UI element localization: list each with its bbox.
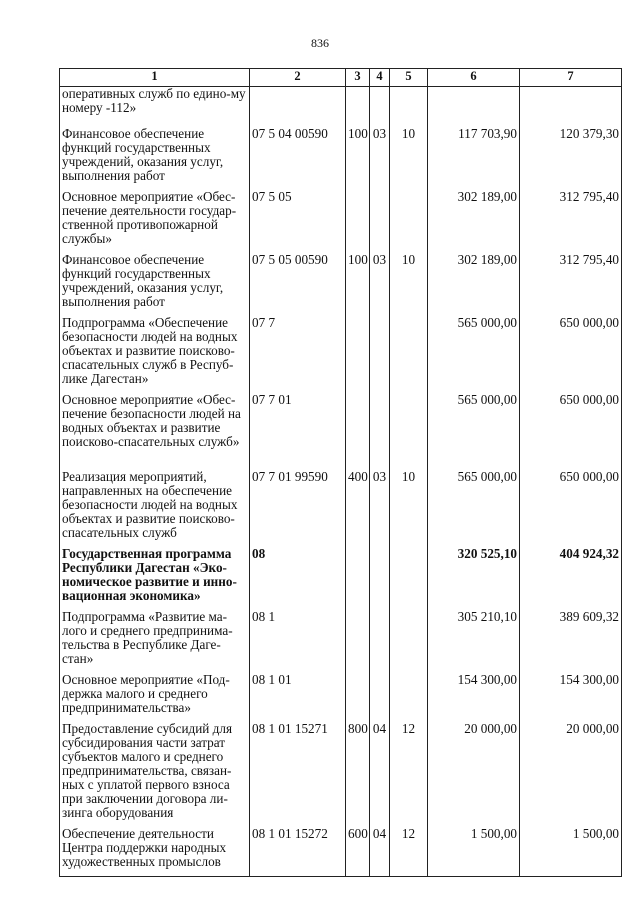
row-col6-value: 565 000,00 xyxy=(428,470,520,547)
row-col4-cell xyxy=(370,393,390,470)
row-col5-cell: 10 xyxy=(390,470,428,547)
row-col4-cell: 03 xyxy=(370,127,390,190)
row-col5-cell: 12 xyxy=(390,827,428,877)
table-row xyxy=(60,547,622,610)
table-row xyxy=(60,470,622,547)
row-col5-cell xyxy=(390,190,428,253)
row-col3-cell xyxy=(346,393,370,470)
row-name-cell: Подпрограмма «Развитие ма-лого и среднего предпринима-тельства в Республике Даге-стан» xyxy=(60,610,250,673)
row-col7-value: 312 795,40 xyxy=(520,253,622,316)
row-col5-cell xyxy=(390,393,428,470)
row-name-cell: Государственная программа Республики Дагестан «Эко-номическое развитие и инно-вационная экономика» xyxy=(60,547,250,610)
table-row xyxy=(60,190,622,253)
row-code-cell: 07 5 04 00590 xyxy=(250,127,346,190)
row-col6-value: 565 000,00 xyxy=(428,316,520,393)
row-col4-cell xyxy=(370,190,390,253)
row-col7-value: 20 000,00 xyxy=(520,722,622,827)
row-col7-value xyxy=(520,87,622,127)
row-name-cell: Финансовое обеспечение функций государственных учреждений, оказания услуг, выполнения работ xyxy=(60,127,250,190)
row-col3-cell: 100 xyxy=(346,127,370,190)
row-col6-value xyxy=(428,87,520,127)
row-col7-value: 1 500,00 xyxy=(520,827,622,877)
row-col5-cell xyxy=(390,673,428,722)
row-col7-value: 650 000,00 xyxy=(520,393,622,470)
row-col7-value: 120 379,30 xyxy=(520,127,622,190)
table-row xyxy=(60,87,622,127)
row-col5-cell: 10 xyxy=(390,253,428,316)
row-code-cell: 07 7 xyxy=(250,316,346,393)
row-code-cell: 08 xyxy=(250,547,346,610)
row-col4-cell xyxy=(370,316,390,393)
row-col7-value: 389 609,32 xyxy=(520,610,622,673)
row-name-cell: Предоставление субсидий для субсидирования части затрат субъектов малого и среднего предпринимательства, связан-ных с уплатой первого взноса при заключении договора ли-зинга оборудования xyxy=(60,722,250,827)
row-col3-cell: 600 xyxy=(346,827,370,877)
row-name-cell: Основное мероприятие «Обес-печение безопасности людей на водных объектах и развитие поисково-спасательных служб» xyxy=(60,393,250,470)
row-col5-cell xyxy=(390,547,428,610)
table-row xyxy=(60,393,622,470)
row-col5-cell xyxy=(390,87,428,127)
header-col-4: 4 xyxy=(370,69,390,87)
row-col5-cell xyxy=(390,316,428,393)
header-col-6: 6 xyxy=(428,69,520,87)
row-col7-value: 404 924,32 xyxy=(520,547,622,610)
row-col6-value: 565 000,00 xyxy=(428,393,520,470)
row-col4-cell xyxy=(370,87,390,127)
budget-table xyxy=(59,68,622,877)
row-col3-cell xyxy=(346,673,370,722)
row-col4-cell: 03 xyxy=(370,470,390,547)
row-code-cell: 07 7 01 xyxy=(250,393,346,470)
row-col4-cell: 04 xyxy=(370,827,390,877)
row-col3-cell xyxy=(346,190,370,253)
row-code-cell: 07 5 05 xyxy=(250,190,346,253)
header-col-5: 5 xyxy=(390,69,428,87)
row-col7-value: 312 795,40 xyxy=(520,190,622,253)
row-col6-value: 117 703,90 xyxy=(428,127,520,190)
row-col3-cell xyxy=(346,87,370,127)
row-col7-value: 650 000,00 xyxy=(520,316,622,393)
row-col4-cell xyxy=(370,610,390,673)
table-body xyxy=(60,87,622,877)
row-name-cell: Реализация мероприятий, направленных на обеспечение безопасности людей на водных объектах и развитие поисково-спасательных служб xyxy=(60,470,250,547)
row-col6-value: 302 189,00 xyxy=(428,190,520,253)
table-row xyxy=(60,722,622,827)
row-col4-cell xyxy=(370,547,390,610)
row-col3-cell xyxy=(346,316,370,393)
table-row xyxy=(60,673,622,722)
row-name-cell: Подпрограмма «Обеспечение безопасности людей на водных объектах и развитие поисково-спасательных служб в Респуб-лике Дагестан» xyxy=(60,316,250,393)
row-col6-value: 305 210,10 xyxy=(428,610,520,673)
row-col3-cell: 400 xyxy=(346,470,370,547)
row-col6-value: 1 500,00 xyxy=(428,827,520,877)
table-row xyxy=(60,610,622,673)
row-name-cell: Финансовое обеспечение функций государственных учреждений, оказания услуг, выполнения работ xyxy=(60,253,250,316)
row-name-cell: оперативных служб по едино-му номеру -112» xyxy=(60,87,250,127)
row-col6-value: 320 525,10 xyxy=(428,547,520,610)
row-col6-value: 302 189,00 xyxy=(428,253,520,316)
row-col4-cell xyxy=(370,673,390,722)
row-col6-value: 20 000,00 xyxy=(428,722,520,827)
row-col5-cell: 10 xyxy=(390,127,428,190)
row-name-cell: Обеспечение деятельности Центра поддержки народных художественных промыслов xyxy=(60,827,250,877)
header-col-7: 7 xyxy=(520,69,622,87)
row-code-cell: 07 5 05 00590 xyxy=(250,253,346,316)
row-name-cell: Основное мероприятие «Обес-печение деятельности государ-ственной противопожарной службы» xyxy=(60,190,250,253)
row-col3-cell: 100 xyxy=(346,253,370,316)
row-col6-value: 154 300,00 xyxy=(428,673,520,722)
row-code-cell: 08 1 01 15271 xyxy=(250,722,346,827)
header-col-2: 2 xyxy=(250,69,346,87)
row-col5-cell xyxy=(390,610,428,673)
row-col7-value: 154 300,00 xyxy=(520,673,622,722)
table-row xyxy=(60,253,622,316)
row-code-cell: 08 1 01 15272 xyxy=(250,827,346,877)
row-code-cell: 08 1 01 xyxy=(250,673,346,722)
table-row xyxy=(60,316,622,393)
row-code-cell: 08 1 xyxy=(250,610,346,673)
row-col7-value: 650 000,00 xyxy=(520,470,622,547)
header-col-3: 3 xyxy=(346,69,370,87)
table-row xyxy=(60,127,622,190)
row-col4-cell: 03 xyxy=(370,253,390,316)
page-number: 836 xyxy=(311,36,329,50)
row-col5-cell: 12 xyxy=(390,722,428,827)
row-code-cell: 07 7 01 99590 xyxy=(250,470,346,547)
header-col-1: 1 xyxy=(60,69,250,87)
table-header-row xyxy=(60,69,622,87)
row-col3-cell xyxy=(346,610,370,673)
row-col3-cell xyxy=(346,547,370,610)
row-col3-cell: 800 xyxy=(346,722,370,827)
table-row xyxy=(60,827,622,877)
row-col4-cell: 04 xyxy=(370,722,390,827)
row-name-cell: Основное мероприятие «Под-держка малого и среднего предпринимательства» xyxy=(60,673,250,722)
row-code-cell xyxy=(250,87,346,127)
